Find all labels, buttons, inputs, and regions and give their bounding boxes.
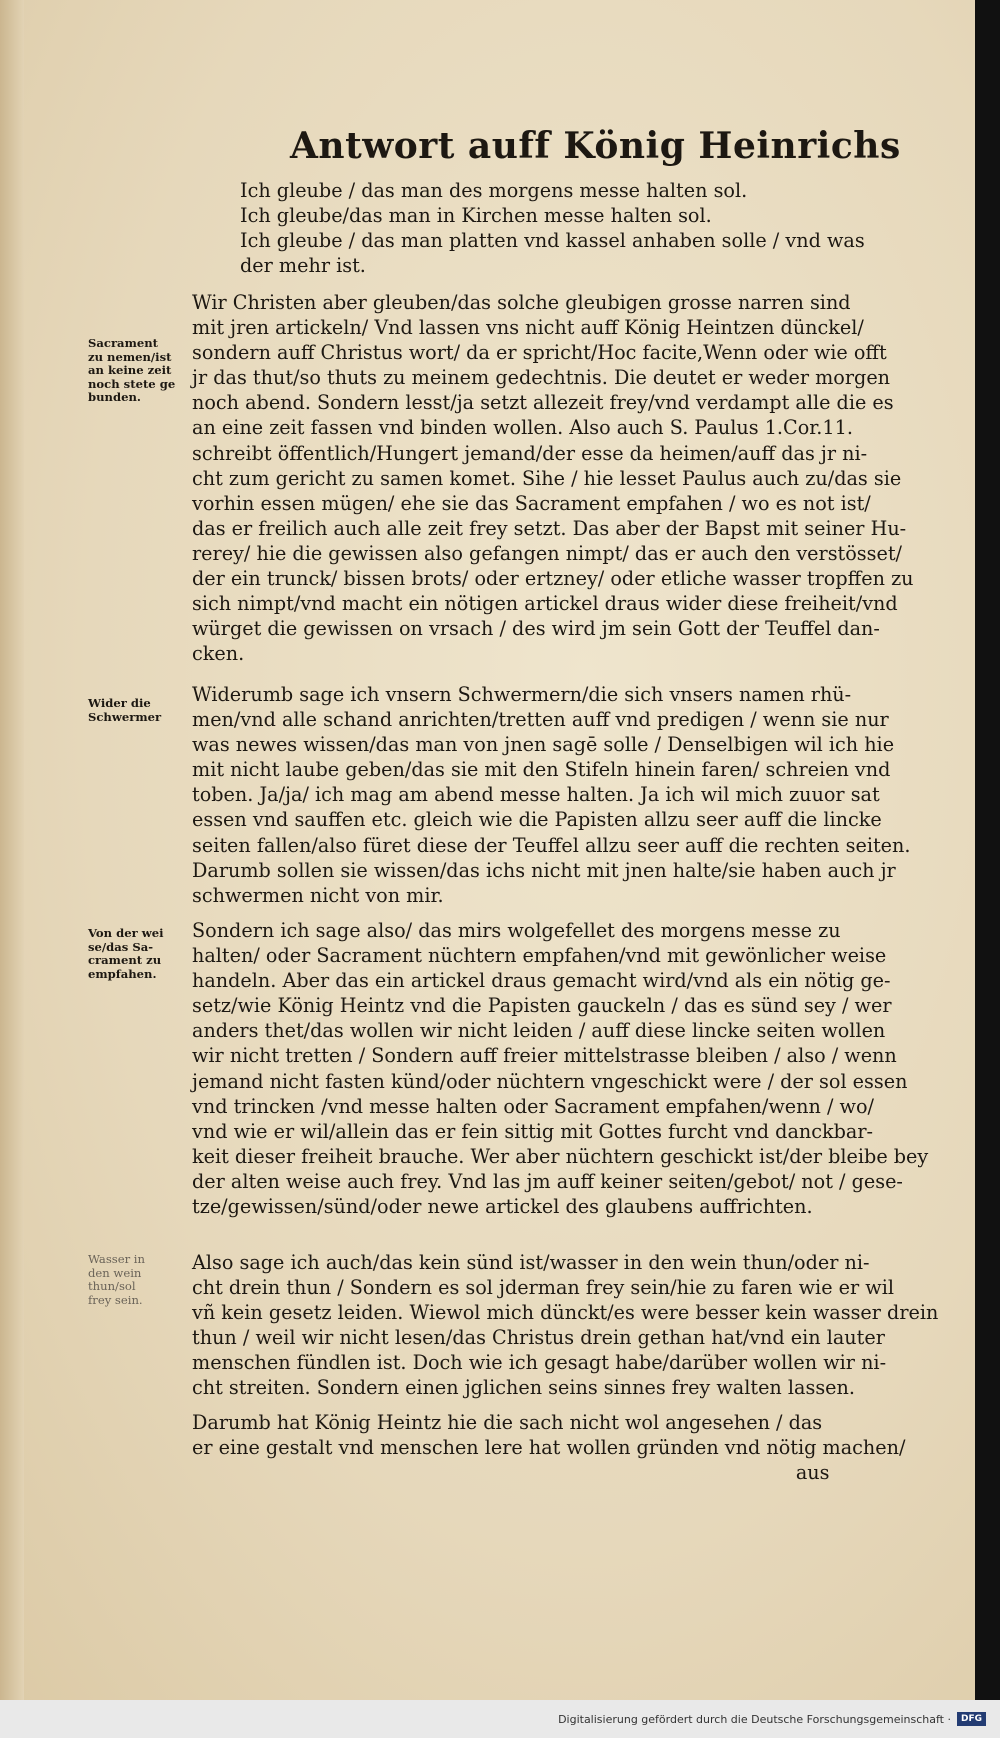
page-title: Antwort auff König Heinrichs — [290, 125, 901, 167]
paragraph-3: Sondern ich sage also/ das mirs wolgefellet des morgens messe zu halten/ oder Sacrament nüchtern empfahen/vnd mit gewönlicher weise handeln. Aber das ein artickel draus gemacht wird/vnd als ein nötig ge- setz/wie König Heintz vnd die Papisten gauckeln / das es sünd sey / wer anders thet/das wollen wir nicht leiden / auff diese lincke seiten wollen wir nicht tretten / Sondern auff freier mittelstrasse bleiben / also / wenn jemand nicht fasten künd/oder nüchtern vngeschickt were / der sol essen vnd trincken /vnd messe halten oder Sacrament empfahen/wenn / wo/ vnd wie er wil/allein das er fein sittig mit Gottes furcht vnd danckbar- keit dieser freiheit brauche. Wer aber nüchtern geschickt ist/der bleibe bey der alten weise auch frey. Vnd las jm auff keiner seiten/gebot/ not / gese- tze/gewissen/sünd/oder newe artickel des glaubens auffrichten. — [192, 919, 929, 1219]
margin-note-wasser: Wasser in den wein thun/sol frey sein. — [88, 1252, 145, 1307]
margin-note-sacrament: Sacrament zu nemen/ist an keine zeit noch stete ge bunden. — [88, 336, 176, 404]
margin-note-schwermer: Wider die Schwermer — [88, 696, 162, 724]
paragraph-2: Widerumb sage ich vnsern Schwermern/die sich vnsers namen rhü- men/vnd alle schand anrichten/tretten auff vnd predigen / wenn sie nur was newes wissen/das man von jnen sagē solle / Denselbigen wil ich hie mit nicht laube geben/das sie mit den Stifeln hinein faren/ schreien vnd toben. Ja/ja/ ich mag am abend messe halten. Ja ich wil mich zuuor sat essen vnd sauffen etc. gleich wie die Papisten allzu seer auff die lincke seiten fallen/also füret diese der Teuffel allzu seer auff die rechten seiten. Darumb sollen sie wissen/das ichs nicht mit jnen halte/sie haben auch jr schwermen nicht von mir. — [192, 683, 911, 907]
dfg-logo-badge: DFG — [957, 1712, 986, 1726]
paragraph-5: Darumb hat König Heintz hie die sach nicht wol angesehen / das er eine gestalt vnd menschen lere hat wollen gründen vnd nötig machen/ aus — [192, 1411, 906, 1485]
footer-credit-text: Digitalisierung gefördert durch die Deutsche Forschungsgemeinschaft · — [558, 1712, 951, 1726]
intro-creed-lines: Ich gleube / das man des morgens messe halten sol. Ich gleube/das man in Kirchen messe halten sol. Ich gleube / das man platten vnd kassel anhaben solle / vnd was der mehr ist. — [240, 179, 865, 278]
paragraph-1: Wir Christen aber gleuben/das solche gleubigen grosse narren sind mit jren artickeln/ Vnd lassen vns nicht auff König Heintzen dünckel/ sondern auff Christus wort/ da er spricht/Hoc facite,Wenn oder wie offt jr das thut/so thuts zu meinem gedechtnis. Die deutet er weder morgen noch abend. Sondern lesst/ja setzt allezeit frey/vnd verdampt alle die es an eine zeit fassen vnd binden wollen. Also auch S. Paulus 1.Cor.11. schreibt öffentlich/Hungert jemand/der esse da heimen/auff das jr ni- cht zum gericht zu samen komet. Sihe / hie lesset Paulus auch zu/das sie vorhin essen mügen/ ehe sie das Sacrament empfahen / wo es not ist/ das er freilich auch alle zeit frey setzt. Das aber der Bapst mit seiner Hu- rerey/ hie die gewissen also gefangen nimpt/ das er auch den verstösset/ der ein trunck/ bissen brots/ oder ertzney/ oder etliche wasser tropffen zu sich nimpt/vnd macht ein nötigen artickel draus wider diese freiheit/vnd würget die gewissen on vrsach / des wird jm sein Gott der Teuffel dan- cken. — [192, 291, 914, 666]
page-gutter-edge — [0, 0, 24, 1700]
book-spine-shadow — [975, 0, 1000, 1738]
paragraph-4: Also sage ich auch/das kein sünd ist/wasser in den wein thun/oder ni- cht drein thun / Sondern es sol jderman frey sein/hie zu faren wie er wil vñ kein gesetz leiden. Wiewol mich dünckt/es were besser kein wasser drein thun / weil wir nicht lesen/das Christus drein gethan hat/vnd ein lauter menschen fündlen ist. Doch wie ich gesagt habe/darüber wollen wir ni- cht streiten. Sondern einen jglichen seins sinnes frey walten lassen. — [192, 1251, 939, 1400]
digitization-footer — [0, 1700, 1000, 1738]
margin-note-weise: Von der wei se/das Sa- crament zu empfahen. — [88, 926, 164, 981]
